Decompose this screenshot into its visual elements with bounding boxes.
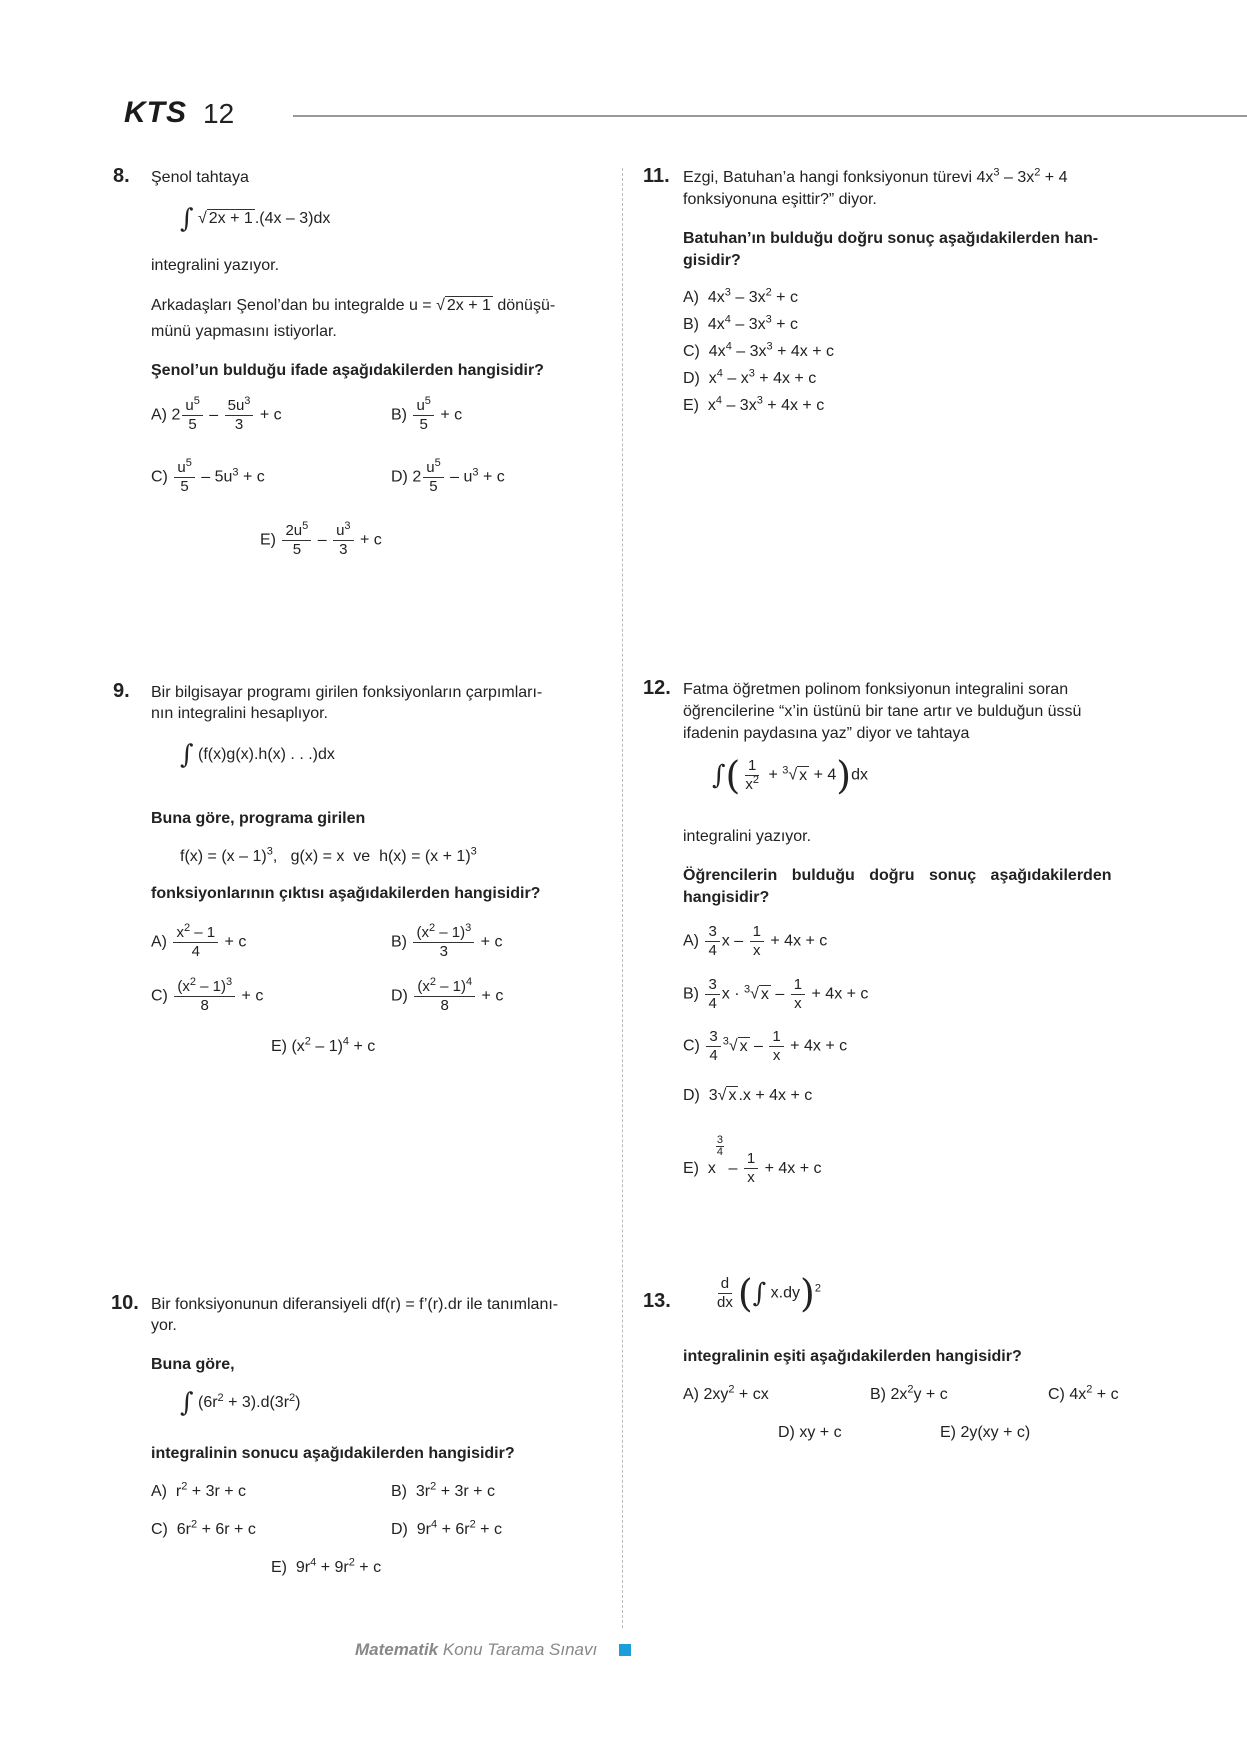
- q10-option-a[interactable]: A) $r^2 + 3r + c$: [151, 1480, 247, 1500]
- q13-expression: $\frac{d}{dx}$ (∫ x.dy)$^2$: [717, 1271, 821, 1316]
- footer-title: Matematik Konu Tarama Sınavı: [355, 1640, 598, 1659]
- q12-line2: öğrencilerine “x’in üstünü bir tane artır ve bulduğun üssü: [683, 703, 1082, 720]
- q11-option-d[interactable]: D) $x^4 - x^3 + 4x + c$: [683, 367, 817, 387]
- q9-integral: ∫ (f(x)g(x).h(x) . . .)dx: [180, 740, 335, 770]
- q8-option-d[interactable]: D) 2 $\frac{u^5}{5}$ – $u^3 + c$: [391, 457, 505, 495]
- q11-question-2: gisidir?: [683, 252, 741, 269]
- q13-number: 13.: [643, 1290, 671, 1312]
- q9-option-b[interactable]: B) $\frac{(x^2 - 1)^3}{3}$ + c: [391, 922, 503, 960]
- q13-option-b[interactable]: B) $2x^2y + c$: [870, 1383, 948, 1403]
- q8-question: Şenol’un bulduğu ifade aşağıdakilerden hangisidir?: [151, 362, 544, 379]
- q10-line2: yor.: [151, 1317, 177, 1334]
- q12-option-a[interactable]: A) $\frac{3}{4}$ x – $\frac{1}{x}$ + 4x + c: [683, 923, 828, 959]
- q8-line4: münü yapmasını istiyorlar.: [151, 323, 337, 340]
- q8-line2: integralini yazıyor.: [151, 257, 280, 274]
- q12-integral: ∫( $\frac{1}{x^2}$ + $^3$√ x + 4)dx: [712, 753, 869, 798]
- q11-question-1: Batuhan’ın bulduğu doğru sonuç aşağıdakilerden han-: [683, 230, 1099, 247]
- q12-line3: ifadenin paydasına yaz” diyor ve tahtaya: [683, 725, 970, 742]
- header-brand: KTS: [124, 96, 187, 129]
- q12-option-d[interactable]: D) 3√ x .x + 4x + c: [683, 1087, 813, 1104]
- q11-line2: fonksiyonuna eşittir?” diyor.: [683, 191, 877, 208]
- q10-option-d[interactable]: D) $9r^4 + 6r^2 + c$: [391, 1518, 502, 1538]
- q8-option-e[interactable]: E) $\frac{2u^5}{5}$ – $\frac{u^3}{3}$ + c: [260, 520, 382, 558]
- q9-line1: Bir bilgisayar programı girilen fonksiyonların çarpımları-: [151, 684, 543, 701]
- q10-option-b[interactable]: B) $3r^2 + 3r + c$: [391, 1480, 495, 1500]
- q8-option-c[interactable]: C) $\frac{u^5}{5}$ – $5u^3 + c$: [151, 457, 265, 495]
- q13-option-e[interactable]: E) 2y(xy + c): [940, 1424, 1031, 1441]
- q10-option-e[interactable]: E) $9r^4 + 9r^2 + c$: [271, 1556, 382, 1576]
- q8-option-b[interactable]: B) $\frac{u^5}{5}$ + c: [391, 395, 463, 433]
- q12-option-b[interactable]: B) $\frac{3}{4}$ x · $^3$√ x – $\frac{1}{x}$ + 4x + c: [683, 976, 869, 1012]
- q9-lead: Buna göre, programa girilen: [151, 810, 366, 827]
- q11-number: 11.: [643, 165, 670, 187]
- q8-number: 8.: [113, 165, 130, 187]
- q12-question-1: Öğrencilerin bulduğu doğru sonuç aşağıdakilerden: [683, 867, 1112, 884]
- q11-option-e[interactable]: E) $x^4 - 3x^3 + 4x + c$: [683, 394, 825, 414]
- header-rule: [293, 115, 1247, 117]
- q12-option-c[interactable]: C) $\frac{3}{4}$ $^3$√ x – $\frac{1}{x}$ + 4x + c: [683, 1028, 848, 1064]
- q13-option-c[interactable]: C) $4x^2 + c$: [1048, 1383, 1119, 1403]
- q13-option-a[interactable]: A) $2xy^2$ + cx: [683, 1383, 769, 1403]
- q10-question: integralinin sonucu aşağıdakilerden hangisidir?: [151, 1445, 515, 1462]
- q8-integral: ∫ √ 2x + 1 .(4x – 3)dx: [180, 204, 331, 234]
- q13-question: integralinin eşiti aşağıdakilerden hangisidir?: [683, 1348, 1022, 1365]
- q9-option-d[interactable]: D) $\frac{(x^2 - 1)^4}{8}$ + c: [391, 976, 504, 1014]
- q10-line1: Bir fonksiyonunun diferansiyeli df(r) = f’(r).dr ile tanımlanı-: [151, 1296, 559, 1313]
- q12-line1: Fatma öğretmen polinom fonksiyonun integralini soran: [683, 681, 1069, 698]
- q12-option-e[interactable]: E) x $\frac{3}{4}$ – $\frac{1}{x}$ + 4x + c: [683, 1134, 822, 1187]
- q9-option-e[interactable]: E) $(x^2 - 1)^4 + c$: [271, 1035, 376, 1055]
- q13-option-d[interactable]: D) xy + c: [778, 1424, 842, 1441]
- q9-functions: f(x) = (x – 1)$^3$, g(x) = x ve $h(x) = (x + 1)^3$: [180, 845, 477, 865]
- q10-number: 10.: [111, 1292, 139, 1314]
- q8-option-a[interactable]: A) 2 $\frac{u^5}{5}$ – $\frac{5u^3}{3}$ + c: [151, 395, 282, 433]
- q8-line3: Arkadaşları Şenol’dan bu integralde u = √ 2x + 1 dönüşü-: [151, 297, 556, 314]
- q9-option-c[interactable]: C) $\frac{(x^2 - 1)^3}{8}$ + c: [151, 976, 264, 1014]
- q9-number: 9.: [113, 680, 130, 702]
- q8-intro: Şenol tahtaya: [151, 169, 249, 186]
- q10-lead: Buna göre,: [151, 1356, 235, 1373]
- q12-number: 12.: [643, 677, 671, 699]
- q9-line2: nın integralini hesaplıyor.: [151, 705, 328, 722]
- footer-square-icon: [619, 1644, 631, 1656]
- q9-option-a[interactable]: A) $\frac{x^2 - 1}{4}$ + c: [151, 922, 247, 960]
- q12-question-2: hangisidir?: [683, 889, 770, 906]
- page-number: 12: [203, 98, 235, 129]
- q11-line1: Ezgi, Batuhan’a hangi fonksiyonun türevi $4x^3 - 3x^2 + 4$: [683, 166, 1068, 186]
- q11-option-b[interactable]: B) $4x^4 - 3x^3 + c$: [683, 313, 798, 333]
- q9-question: fonksiyonlarının çıktısı aşağıdakilerden hangisidir?: [151, 885, 541, 902]
- q11-option-c[interactable]: C) $4x^4 - 3x^3 + 4x + c$: [683, 340, 834, 360]
- q10-option-c[interactable]: C) $6r^2 + 6r + c$: [151, 1518, 256, 1538]
- q10-integral: ∫ $(6r^2 + 3).d(3r^2)$: [180, 1388, 301, 1418]
- q12-after: integralini yazıyor.: [683, 828, 812, 845]
- q11-option-a[interactable]: A) $4x^3 - 3x^2 + c$: [683, 286, 798, 306]
- column-divider: [622, 168, 623, 1628]
